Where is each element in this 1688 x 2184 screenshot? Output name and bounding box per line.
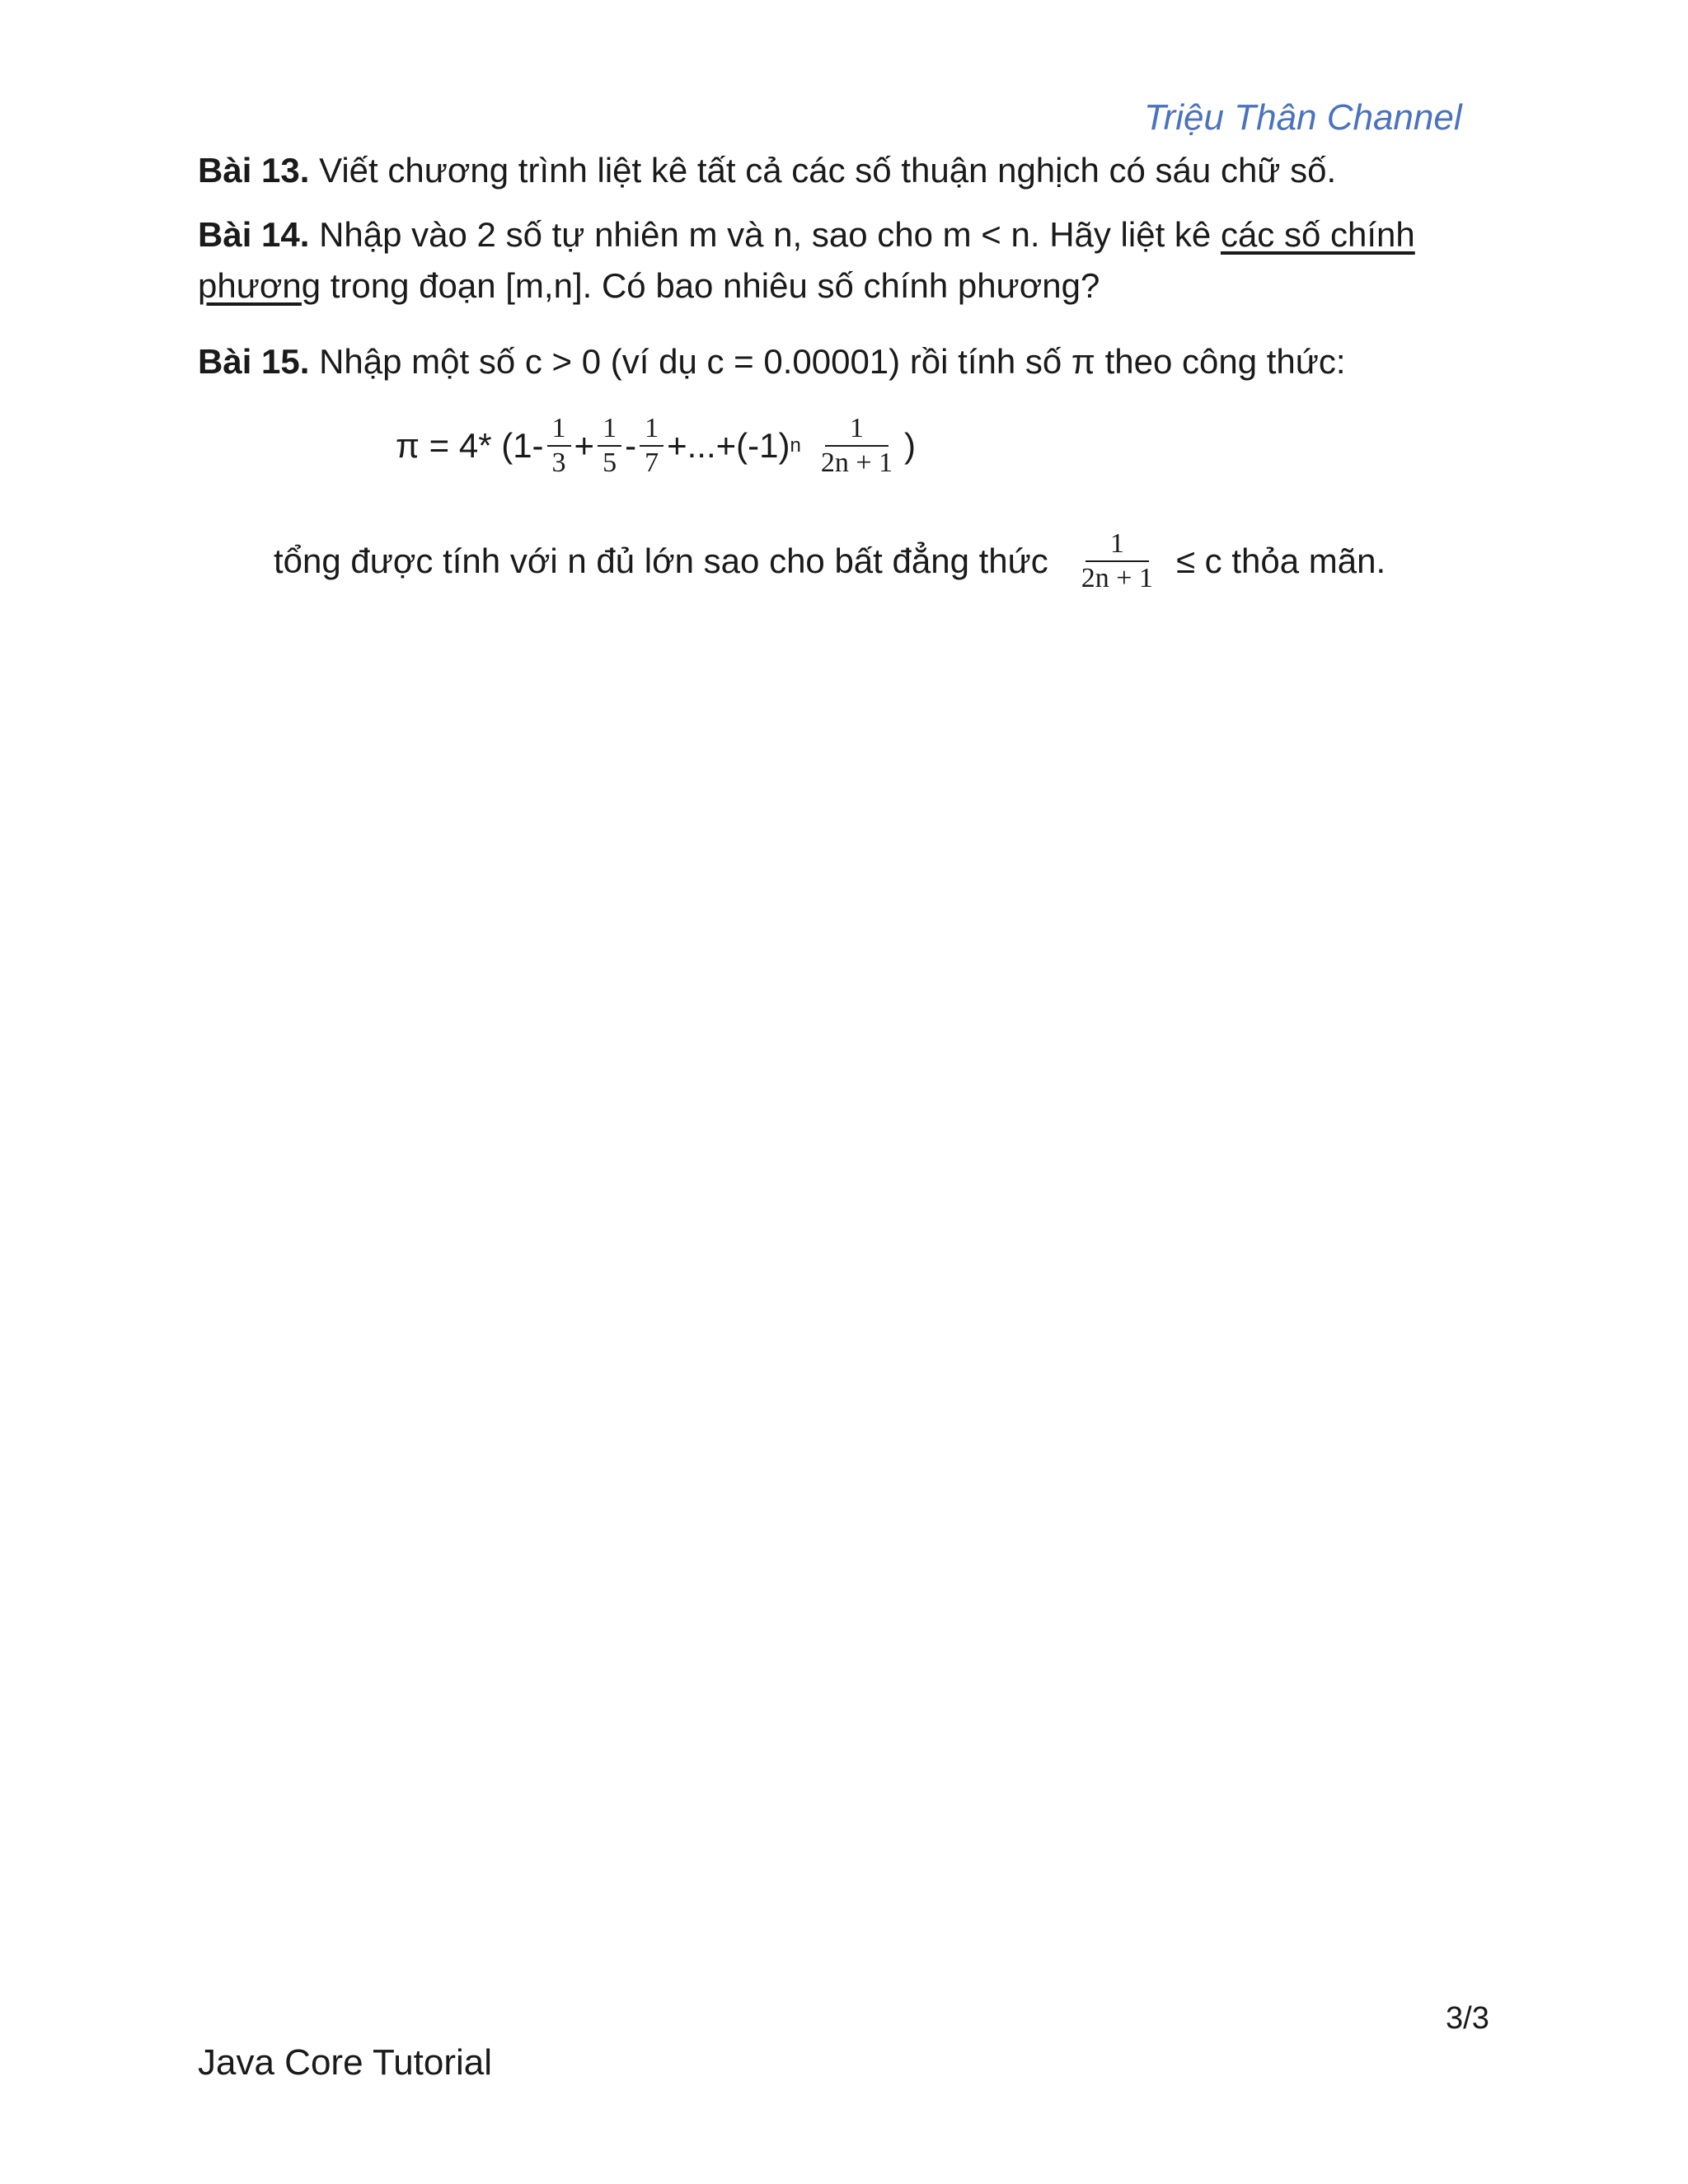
- fraction-1-7: [640, 412, 663, 480]
- denominator: 5: [603, 448, 617, 478]
- denominator: 2n + 1: [820, 448, 893, 478]
- numerator: 1: [640, 412, 663, 447]
- denominator: 7: [645, 448, 659, 478]
- exercise-label: Bài 13.: [198, 151, 310, 190]
- denominator: 2n + 1: [1081, 563, 1153, 593]
- fraction-1-5: [598, 412, 621, 480]
- denominator: 3: [551, 448, 566, 478]
- underlined-term: các số chính phương: [198, 215, 1415, 305]
- condition-text: tổng được tính với n đủ lớn sao cho bất đẳng thức: [274, 541, 1048, 580]
- operator: +: [574, 426, 595, 465]
- formula-mid: +...+(-1): [667, 426, 790, 465]
- exercise-text: Nhập vào 2 số tự nhiên m và n, sao cho m < n. Hãy liệt kê: [319, 215, 1221, 254]
- operator: -: [625, 426, 637, 465]
- stop-condition: [274, 527, 1386, 595]
- condition-text-after: ≤ c thỏa mãn.: [1175, 541, 1386, 580]
- exercise-label: Bài 14.: [198, 215, 310, 254]
- exercise-text: Nhập một số c > 0 (ví dụ c = 0.00001) rồi tính số π theo công thức:: [319, 342, 1346, 381]
- fraction-general-term: [813, 412, 901, 480]
- exercise-text: Viết chương trình liệt kê tất cả các số thuận nghịch có sáu chữ số.: [319, 151, 1337, 190]
- numerator: 1: [1085, 527, 1149, 562]
- numerator: 1: [547, 412, 571, 447]
- exercise-13: [198, 145, 1492, 196]
- exponent: n: [790, 434, 801, 457]
- numerator: 1: [825, 412, 889, 447]
- exercise-label: Bài 15.: [198, 342, 310, 381]
- numerator: 1: [598, 412, 621, 447]
- page-number: 3/3: [1446, 2001, 1489, 2036]
- formula-lhs: π = 4* (1-: [396, 426, 544, 465]
- formula-close: ): [904, 426, 917, 465]
- condition-fraction: [1073, 527, 1161, 595]
- exercise-text-continued: trong đoạn [m,n]. Có bao nhiêu số chính phương?: [321, 266, 1100, 305]
- exercise-15: [198, 336, 1492, 387]
- channel-header: Triệu Thân Channel: [1144, 97, 1462, 138]
- exercise-14: [198, 209, 1492, 312]
- pi-formula: [396, 412, 916, 480]
- fraction-1-3: [547, 412, 571, 480]
- footer-title: Java Core Tutorial: [198, 2042, 493, 2083]
